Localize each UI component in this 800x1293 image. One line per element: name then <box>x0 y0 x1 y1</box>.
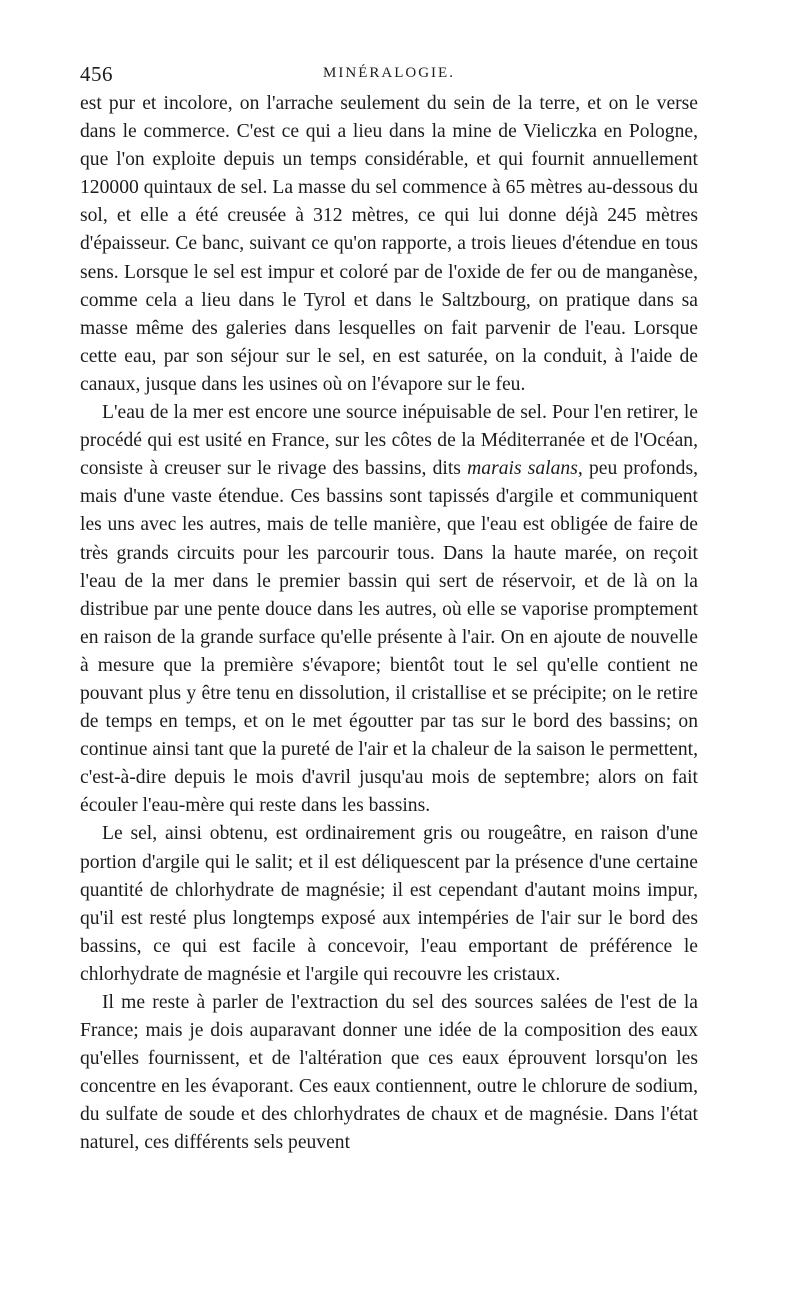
paragraph-2-start: L'eau de la mer est encore une source inépuisable de sel. Pour l'en retirer, le procédé qui est usité en France, sur les côtes de la Méditerranée et de l'Océan, consiste à creuser sur le rivage des bassins, dits <box>80 402 698 480</box>
running-title: MINÉRALOGIE. <box>323 65 455 81</box>
running-head <box>80 62 698 90</box>
paragraph-4: Il me reste à parler de l'extraction du sel des sources salées de l'est de la France; mais je dois auparavant donner une idée de la composition des eaux qu'elles fournissent, et de l'altération que ces eaux éprouvent lorsqu'on les concentre en les évaporant. Ces eaux contiennent, outre le chlorure de sodium, du sulfate de soude et des chlorhydrates de chaux et de magnésie. Dans l'état naturel, ces différents sels peuvent <box>80 992 698 1154</box>
paragraph-1: est pur et incolore, on l'arrache seulement du sein de la terre, et on le verse dans le commerce. C'est ce qui a lieu dans la mine de Vieliczka en Pologne, que l'on exploite depuis un temps considérable, et qui fournit annuellement 120000 quintaux de sel. La masse du sel commence à 65 mètres au-dessous du sol, et elle a été creusée à 312 mètres, ce qui lui donne déjà 245 mètres d'épaisseur. Ce banc, suivant ce qu'on rapporte, a trois lieues d'étendue en tous sens. Lorsque le sel est impur et coloré par de l'oxide de fer ou de manganèse, comme cela a lieu dans le Tyrol et dans le Saltzbourg, on pratique dans sa masse même des galeries dans lesquelles on fait parvenir de l'eau. Lorsque cette eau, par son séjour sur le sel, en est saturée, on la conduit, à l'aide de canaux, jusque dans les usines où on l'évapore sur le feu. <box>80 93 698 395</box>
paragraph-2 <box>80 399 698 820</box>
book-page <box>80 62 698 1158</box>
paragraph-2-rest: peu profonds, mais d'une vaste étendue. Ces bassins sont tapissés d'argile et communiquent les uns avec les autres, mais de telle manière, que l'eau est obligée de faire de très grands circuits pour les parcourir tous. Dans la haute marée, on reçoit l'eau de la mer dans le premier bassin qui sert de réservoir, et de là on la distribue par une pente douce dans les autres, où elle se vaporise promptement en raison de la grande surface qu'elle présente à l'air. On en ajoute de nouvelle à mesure que la première s'évapore; bientôt tout le sel qu'elle contient ne pouvant plus y être tenu en dissolution, il cristallise et se précipite; on le retire de temps en temps, et on le met égoutter par tas sur le bord des bassins; on continue ainsi tant que la pureté de l'air et la chaleur de la saison le permettent, c'est-à-dire depuis le mois d'avril jusqu'au mois de septembre; alors on fait écouler l'eau-mère qui reste dans les bassins. <box>80 458 698 817</box>
marais-salans-term: marais salans, <box>467 458 583 480</box>
body-text <box>80 90 698 1158</box>
page-number: 456 <box>80 62 113 86</box>
paragraph-3: Le sel, ainsi obtenu, est ordinairement gris ou rougeâtre, en raison d'une portion d'argile qui le salit; et il est déliquescent par la présence d'une certaine quantité de chlorhydrate de magnésie; il est cependant d'autant moins impur, qu'il est resté plus longtemps exposé aux intempéries de l'air sur le bord des bassins, ce qui est facile à concevoir, l'eau emportant de préférence le chlorhydrate de magnésie et l'argile qui recouvre les cristaux. <box>80 823 698 985</box>
